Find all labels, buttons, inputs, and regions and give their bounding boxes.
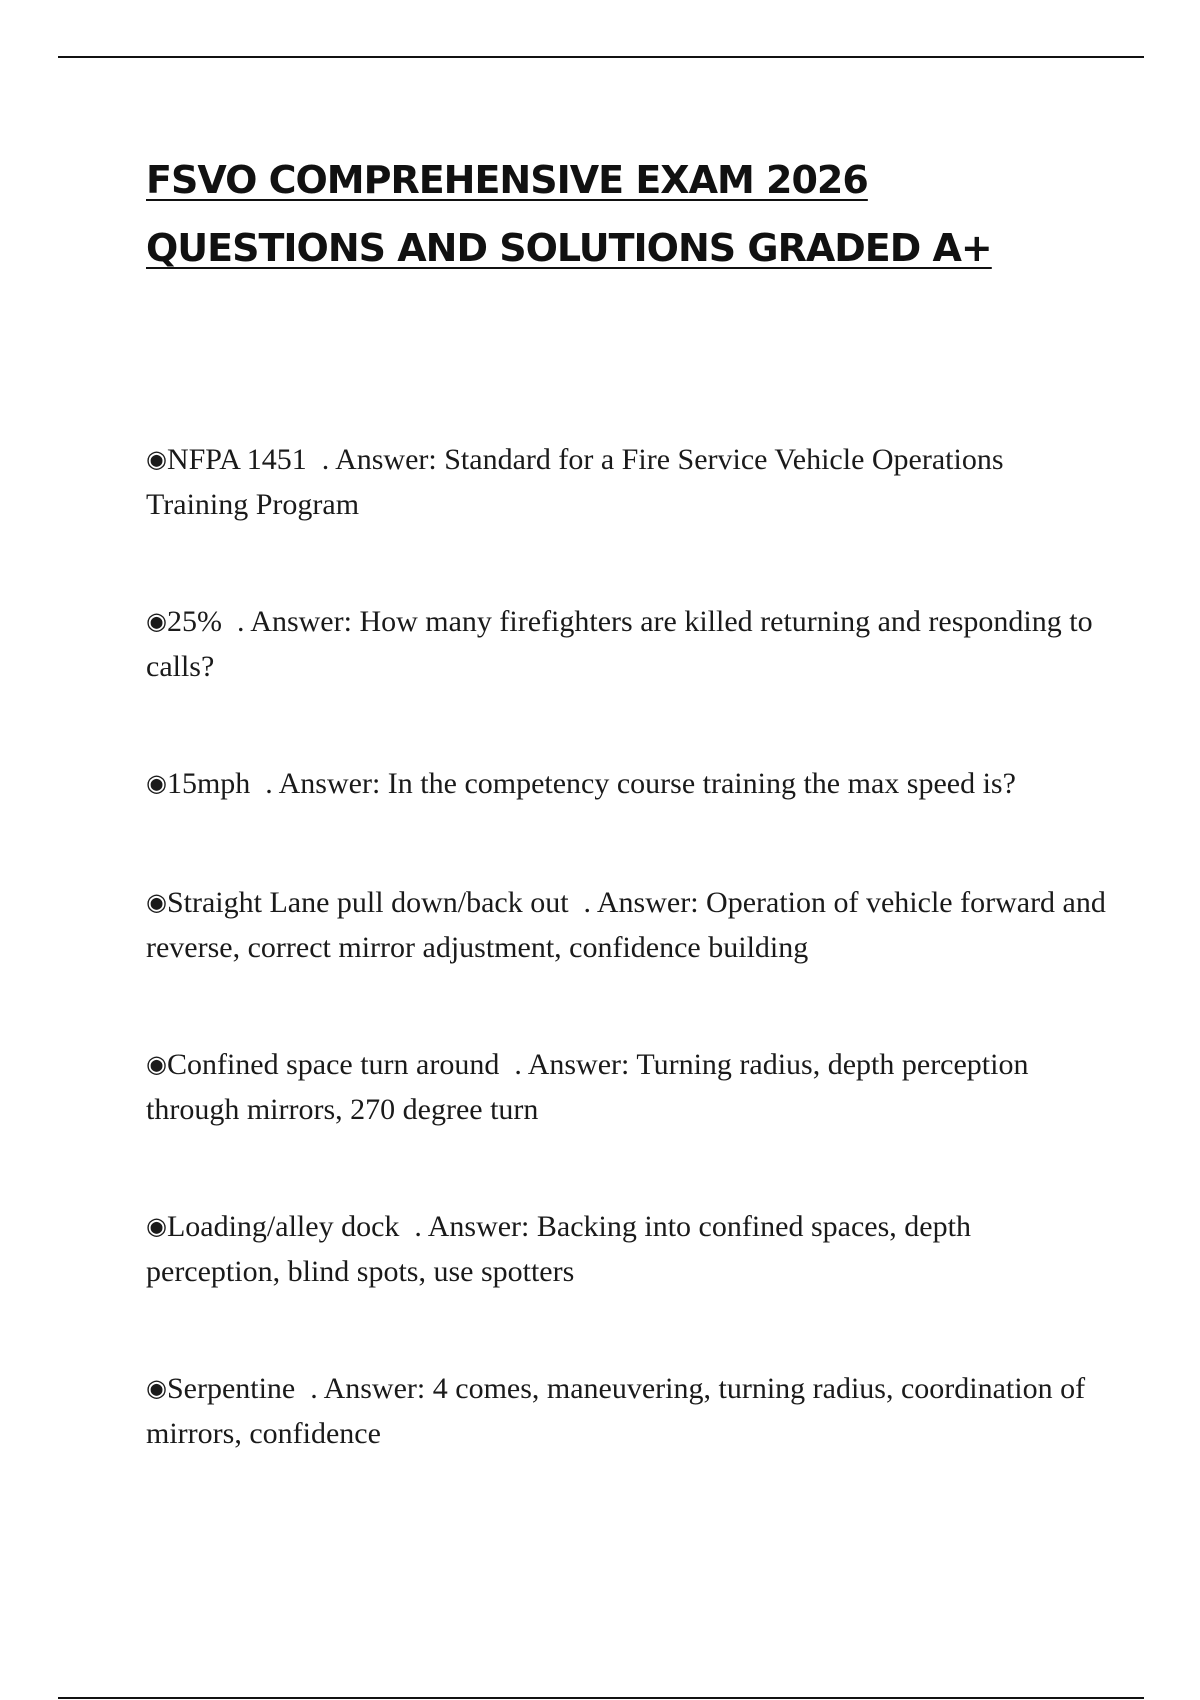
radio-bullet-icon: ◉ (146, 888, 167, 916)
qa-answer: Standard for a Fire Service Vehicle Operations Training Program (146, 443, 1004, 521)
answer-separator: . Answer: (399, 1210, 537, 1243)
title-line-1: FSVO COMPREHENSIVE EXAM 2026 (146, 158, 868, 202)
radio-bullet-icon: ◉ (146, 1374, 167, 1402)
qa-item-straight-lane (146, 881, 1106, 1043)
qa-answer: Turning radius, depth perception through mirrors, 270 degree turn (146, 1048, 1029, 1126)
top-divider (58, 56, 1144, 58)
qa-answer: 4 comes, maneuvering, turning radius, coordination of mirrors, confidence (146, 1372, 1086, 1450)
qa-term: Straight Lane pull down/back out (166, 886, 569, 919)
title-line-2: QUESTIONS AND SOLUTIONS GRADED A+ (146, 226, 992, 270)
qa-item-nfpa-1451 (146, 438, 1106, 600)
qa-item-25-percent (146, 600, 1106, 762)
radio-bullet-icon: ◉ (146, 1212, 167, 1240)
answer-separator: . Answer: (568, 886, 707, 919)
answer-separator: . Answer: (250, 767, 388, 800)
bottom-divider (58, 1697, 1144, 1699)
qa-term: 15mph (166, 767, 251, 800)
qa-item-serpentine (146, 1367, 1106, 1529)
radio-bullet-icon: ◉ (146, 607, 167, 635)
answer-separator: . Answer: (295, 1372, 433, 1405)
qa-answer: Operation of vehicle forward and reverse, correct mirror adjustment, confidence building (146, 886, 1106, 964)
qa-item-15mph (146, 762, 1106, 881)
qa-answer: In the competency course training the max speed is? (387, 767, 1016, 800)
qa-term: Loading/alley dock (166, 1210, 400, 1243)
qa-term: Confined space turn around (166, 1048, 500, 1081)
answer-separator: . Answer: (306, 443, 445, 476)
radio-bullet-icon: ◉ (146, 445, 167, 473)
radio-bullet-icon: ◉ (146, 1050, 167, 1078)
qa-term: Serpentine (166, 1372, 296, 1405)
radio-bullet-icon: ◉ (146, 769, 167, 797)
qa-item-loading-alley-dock (146, 1205, 1106, 1367)
qa-answer: How many firefighters are killed returning and responding to calls? (146, 605, 1093, 683)
document-title (146, 146, 1106, 282)
qa-list (146, 438, 1106, 1529)
answer-separator: . Answer: (499, 1048, 637, 1081)
qa-item-confined-space (146, 1043, 1106, 1205)
qa-answer: Backing into confined spaces, depth perception, blind spots, use spotters (146, 1210, 971, 1288)
qa-term: 25% (166, 605, 222, 638)
qa-term: NFPA 1451 (166, 443, 307, 476)
answer-separator: . Answer: (221, 605, 360, 638)
